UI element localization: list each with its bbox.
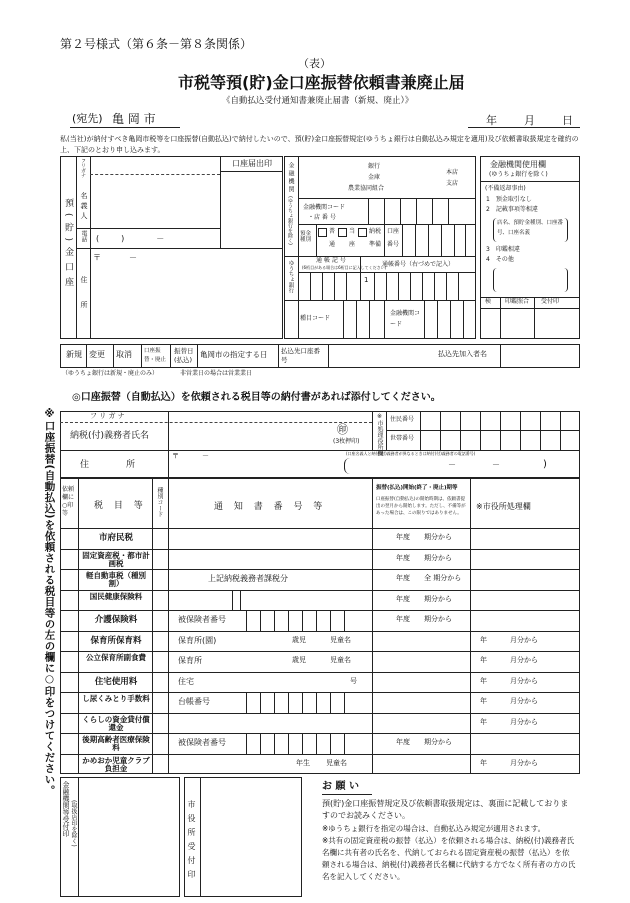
- household-number-label: 世帯番号: [390, 435, 415, 442]
- tax-select-cell[interactable]: [63, 615, 72, 624]
- tax-row-age: 歳児: [292, 656, 306, 664]
- tax-select-cell[interactable]: [63, 656, 72, 665]
- bank-receipt-stamp[interactable]: [80, 779, 178, 895]
- col-city-office: ※市役所処理欄: [476, 502, 531, 511]
- addressee-label: (宛先): [72, 112, 103, 125]
- account-label-2: 番号: [387, 241, 400, 248]
- tax-row-year: 年: [480, 758, 487, 767]
- payer-phone-bracket: [344, 458, 350, 474]
- tax-row-note: 上記納税義務者課税分: [208, 574, 288, 583]
- depositor-side-label: 預(貯)金口座: [63, 198, 73, 293]
- payer-seal-mark: ㊞: [337, 423, 348, 436]
- tax-row-number-field[interactable]: [170, 693, 370, 712]
- tax-item-label: し尿くみとり手数料: [82, 694, 150, 703]
- tax-item-label: かめおか児童クラブ負担金: [82, 755, 150, 773]
- tax-row-year: 年: [480, 656, 487, 664]
- col-transfer-start: 振替(払込)開始(終了・廃止)期等: [376, 485, 458, 491]
- payer-name-field[interactable]: [169, 423, 329, 449]
- tax-row-note: 被保険者番号: [178, 738, 226, 747]
- tax-row-year: 年度: [396, 615, 410, 623]
- tax-row-start: 月分から: [510, 717, 538, 726]
- seal-label: 口座届出印: [232, 159, 272, 168]
- tax-select-cell[interactable]: [63, 677, 72, 686]
- tax-row-year: 年度: [396, 533, 410, 541]
- yucho-label: ゆうちょ銀行: [287, 260, 294, 293]
- phone-field[interactable]: ( ) －: [96, 234, 167, 243]
- office-label: ※市処理役所欄: [376, 413, 383, 456]
- tax-row-start: 月分から: [510, 758, 538, 767]
- payer-address-field[interactable]: [169, 462, 339, 477]
- tax-row-number-field[interactable]: [170, 591, 370, 610]
- tax-row-note: 保育所(園): [178, 635, 217, 645]
- payer-postal[interactable]: 〒 －: [172, 452, 217, 460]
- tax-row-year: 年: [480, 697, 487, 705]
- bank-receipt-note: (取扱店印を除く): [70, 800, 77, 847]
- branch-type-2: 支店: [446, 180, 459, 187]
- tax-item-label: 介護保険料: [94, 615, 138, 625]
- tax-select-cell[interactable]: [63, 595, 72, 604]
- front-label: （表）: [298, 57, 331, 70]
- payer-address-label: 住 所: [80, 460, 150, 470]
- bank-side-note: (ゆうちょ銀行を除く): [287, 196, 293, 245]
- tax-row-note: 被保険者番号: [178, 615, 226, 624]
- payee-account-label: 払込先口座番号: [281, 347, 320, 364]
- kind-checkbox-tax[interactable]: [358, 228, 367, 237]
- depositor-address-label: 住所: [80, 276, 88, 326]
- date-year-label: 年: [486, 114, 497, 127]
- branch-number-label: ・店 番 号: [308, 214, 336, 221]
- other-reason-bracket[interactable]: [493, 268, 568, 292]
- date-day-label: 日: [562, 114, 573, 127]
- return-reason-3: 3 印鑑相違: [486, 246, 520, 253]
- status-change[interactable]: 変更: [89, 350, 105, 359]
- bank-name-field[interactable]: [299, 157, 475, 197]
- furigana-label: フリガナ: [80, 158, 86, 178]
- tax-row-number-field[interactable]: [170, 652, 370, 671]
- deposit-kind-label: 預金種別: [300, 231, 312, 243]
- tax-row-number-field[interactable]: [170, 714, 370, 733]
- seal-field[interactable]: [221, 172, 282, 247]
- depositor-postal[interactable]: 〒 －: [93, 253, 141, 262]
- kind-current-2: 座: [349, 241, 356, 248]
- tax-select-cell[interactable]: [63, 554, 72, 563]
- tax-row-year: 年度: [396, 594, 410, 603]
- left-vertical-note: ※口座振替(自動払込)を依頼される税目等の左の欄に○印をつけてください。: [43, 408, 56, 796]
- tax-select-cell[interactable]: [63, 574, 72, 583]
- tax-row-start: 月分から: [510, 656, 538, 664]
- col-tax-item: 税 目 等: [94, 501, 147, 511]
- tax-row-number-field[interactable]: [170, 570, 370, 589]
- tax-row-number-field[interactable]: [170, 673, 370, 692]
- tax-item-label: 保育所保育料: [90, 635, 142, 646]
- status-cancel[interactable]: 取消: [116, 350, 132, 359]
- tax-item-label: 後期高齢者医療保険料: [82, 735, 150, 752]
- payer-name-label: 納税(付)義務者氏名: [70, 431, 150, 441]
- tax-row-start: 期分から: [424, 594, 452, 603]
- status-rep: 口座振替・廃止: [144, 348, 167, 363]
- check-col: 検: [485, 298, 492, 305]
- tax-row-number-field[interactable]: [170, 529, 370, 548]
- bank-use-subtitle: (ゆうちょ銀行を除く): [489, 171, 548, 178]
- tax-row-child: 児童名: [326, 758, 347, 767]
- return-reason-4: 4 その他: [486, 256, 514, 263]
- request-heading: お 願 い: [322, 781, 359, 792]
- kind-ordinary-2: 通: [329, 241, 336, 248]
- bank-side-label: 金融機関: [287, 162, 294, 194]
- status-note-2: 非営業日の場合は営業業日: [180, 370, 253, 377]
- date-month-label: 月: [524, 114, 535, 127]
- payer-address-note: (口座名義人と納付(付)義務者が異なるときは納付(付)義務者の電話番号): [346, 451, 476, 456]
- payer-phone-field[interactable]: － －: [448, 460, 514, 469]
- payee-name-label: 払込先加入者名: [438, 350, 487, 358]
- form-number: 第２号様式（第６条－第８条関係）: [60, 37, 253, 51]
- holder-label: 名義人: [80, 192, 88, 222]
- city-receipt-label: 市役所受付印: [187, 800, 196, 884]
- tax-row-start: 全 期分から: [424, 574, 462, 582]
- status-note-1: （ゆうちょ銀行は新規・廃止のみ）: [62, 370, 159, 377]
- tax-row-start: 期分から: [424, 615, 452, 623]
- tax-row-start: 月分から: [510, 635, 538, 644]
- tax-item-label: 住宅使用料: [94, 676, 138, 687]
- tax-select-cell[interactable]: [63, 533, 72, 542]
- bank-code-label-2: 金融機関コード: [390, 310, 421, 328]
- tax-row-year: 年度: [396, 738, 410, 746]
- tax-row-note: 住宅: [178, 676, 194, 686]
- account-label: 口座: [387, 228, 400, 235]
- tax-select-cell[interactable]: [63, 759, 72, 768]
- tax-select-cell[interactable]: [63, 697, 72, 706]
- status-new[interactable]: 新規: [66, 350, 82, 359]
- tax-row-number-field[interactable]: [170, 734, 370, 753]
- tax-row-year: 年度: [396, 553, 410, 562]
- payer-furigana-label: フ リ ガ ナ: [90, 412, 125, 420]
- bank-type-2: 金庫: [368, 174, 381, 181]
- col-circle-mark: 依頼欄に○印等: [62, 486, 75, 517]
- tax-row-year: 年度: [396, 574, 410, 582]
- kind-tax-2: 準備: [369, 241, 382, 248]
- col-transfer-start-note: 口座振替(自動払込)の開始時期は、依頼書提出の翌月から開始します。ただし、不備等があった場合は、この限りではありません。: [376, 497, 466, 516]
- passbook-symbol-note: (6桁目がある場合は6桁目に記入してください): [302, 265, 387, 270]
- tax-item-label: くらしの資金貸付償還金: [82, 714, 150, 732]
- tax-row-year: 年: [480, 676, 487, 685]
- addressee-city: 亀 岡 市: [112, 112, 156, 126]
- page-title: 市税等預(貯)金口座振替依頼書兼廃止届: [178, 73, 465, 92]
- tax-item-label: 軽自動車税（種別割）: [86, 571, 146, 588]
- return-reason-detail: 店名、預貯金種別、口座番号、口座名義: [493, 218, 568, 242]
- payer-seal-note: (3枚押印): [333, 438, 360, 445]
- city-receipt-stamp[interactable]: [202, 779, 300, 895]
- phone-label: 電話: [80, 230, 87, 242]
- return-reason-label: (不備返却事由): [485, 185, 526, 192]
- kind-checkbox-ordinary[interactable]: [318, 228, 327, 237]
- bank-code-label: 金融機関コード: [303, 204, 346, 211]
- tax-row-note: 台帳番号: [178, 697, 210, 706]
- item-code-label: 種目コード: [300, 315, 331, 322]
- request-line-3: ※共有の固定資産税の振替（払込）を依頼される場合は、納税(付)義務者氏名欄に共有者の氏名を、代納しておられる固定資産税の振替（払込）を依頼される場合は、納税(付)義務者氏名欄に代納する方でなく所有者の方の氏名を記入してください。: [322, 836, 576, 881]
- intro-text: 私(当社)が納付すべき亀岡市税等を口座振替(自動払込)で納付したいので、預(貯)金口座振替規定(ゆうちょ銀行は自動払込み規定を適用)及び依頼書取扱規定を確約の上、下記のとおり申し込みます。: [60, 135, 579, 154]
- tax-row-age: 歳児: [292, 635, 306, 644]
- bank-use-title: 金融機関使用欄: [490, 160, 546, 169]
- kind-ordinary: 普: [329, 228, 336, 235]
- passbook-symbol-label: 通 帳 記 号: [316, 257, 346, 264]
- tax-row-start: 月分から: [510, 676, 538, 685]
- passbook-number-label: 通帳番号（右づめで記入）: [382, 261, 455, 268]
- tax-row-child: 児童名: [330, 635, 351, 644]
- tax-row-year: 年: [480, 717, 487, 726]
- tax-row-number-field[interactable]: [170, 550, 370, 569]
- page-subtitle: 《自動払込受付通知書兼廃止届書（新規、廃止）》: [222, 96, 414, 106]
- transfer-date-value: 亀岡市の指定する日: [200, 350, 268, 359]
- tax-item-label: 国民健康保険料: [89, 591, 143, 601]
- bank-type-3: 農業協同組合: [348, 185, 385, 192]
- tax-row-born: 年生: [296, 758, 310, 767]
- depositor-address-field[interactable]: [91, 266, 281, 336]
- section-heading: ◎口座振替（自動払込）を依頼される税目等の納付書があれば添付してください。: [72, 392, 441, 403]
- holder-name-field[interactable]: [91, 176, 219, 226]
- transfer-date-label: 振替日(払込): [174, 347, 194, 364]
- tax-row-year: 年: [480, 635, 487, 644]
- tax-select-cell[interactable]: [63, 718, 72, 727]
- kind-checkbox-current[interactable]: [338, 228, 347, 237]
- tax-row-child: 児童名: [330, 656, 351, 664]
- kind-current: 当: [349, 228, 356, 235]
- request-line-1: 預(貯)金口座振替規定及び依頼書取扱規定は、裏面に記載しておりますのでお読みください。: [322, 799, 569, 820]
- passbook-one: 1: [364, 276, 369, 284]
- tax-row-number-field[interactable]: [170, 632, 370, 651]
- branch-type-1: 本店: [446, 169, 459, 176]
- resident-number-label: 住民番号: [390, 416, 415, 423]
- tax-item-label: 固定資産税・都市計画税: [82, 550, 150, 568]
- tax-row-number-field[interactable]: [170, 611, 370, 630]
- tax-select-cell[interactable]: [63, 636, 72, 645]
- bank-type-1: 銀行: [368, 163, 381, 170]
- tax-select-cell[interactable]: [63, 738, 72, 747]
- seal-check-col: 印鑑照合: [505, 298, 530, 305]
- col-kind-code: 種別コード: [156, 487, 163, 517]
- payer-phone-paren: ): [543, 459, 547, 470]
- tax-row-start: 期分から: [424, 553, 452, 562]
- return-reason-1: 1 預金取引なし: [486, 196, 532, 203]
- kind-tax: 納税: [369, 228, 382, 235]
- tax-row-note: 保育所: [178, 656, 202, 665]
- tax-row-age: 号: [350, 676, 357, 685]
- tax-row-number-field[interactable]: [170, 755, 370, 774]
- request-line-2: ※ゆうちょ銀行を指定の場合は、自動払込み規定が適用されます。: [322, 824, 546, 833]
- tax-row-start: 期分から: [424, 738, 452, 746]
- bank-receipt-label: 金融機関等受付印: [62, 781, 70, 837]
- return-reason-2: 2 記載事項等相違: [486, 206, 538, 213]
- tax-item-label: 市府民税: [98, 533, 133, 543]
- tax-item-label: 公立保育所副食費: [86, 653, 146, 662]
- receipt-stamp-col: 受付印: [541, 298, 560, 305]
- tax-row-start: 月分から: [510, 697, 538, 705]
- col-notice-number: 通 知 書 番 号 等: [214, 502, 327, 512]
- tax-row-start: 期分から: [424, 533, 452, 541]
